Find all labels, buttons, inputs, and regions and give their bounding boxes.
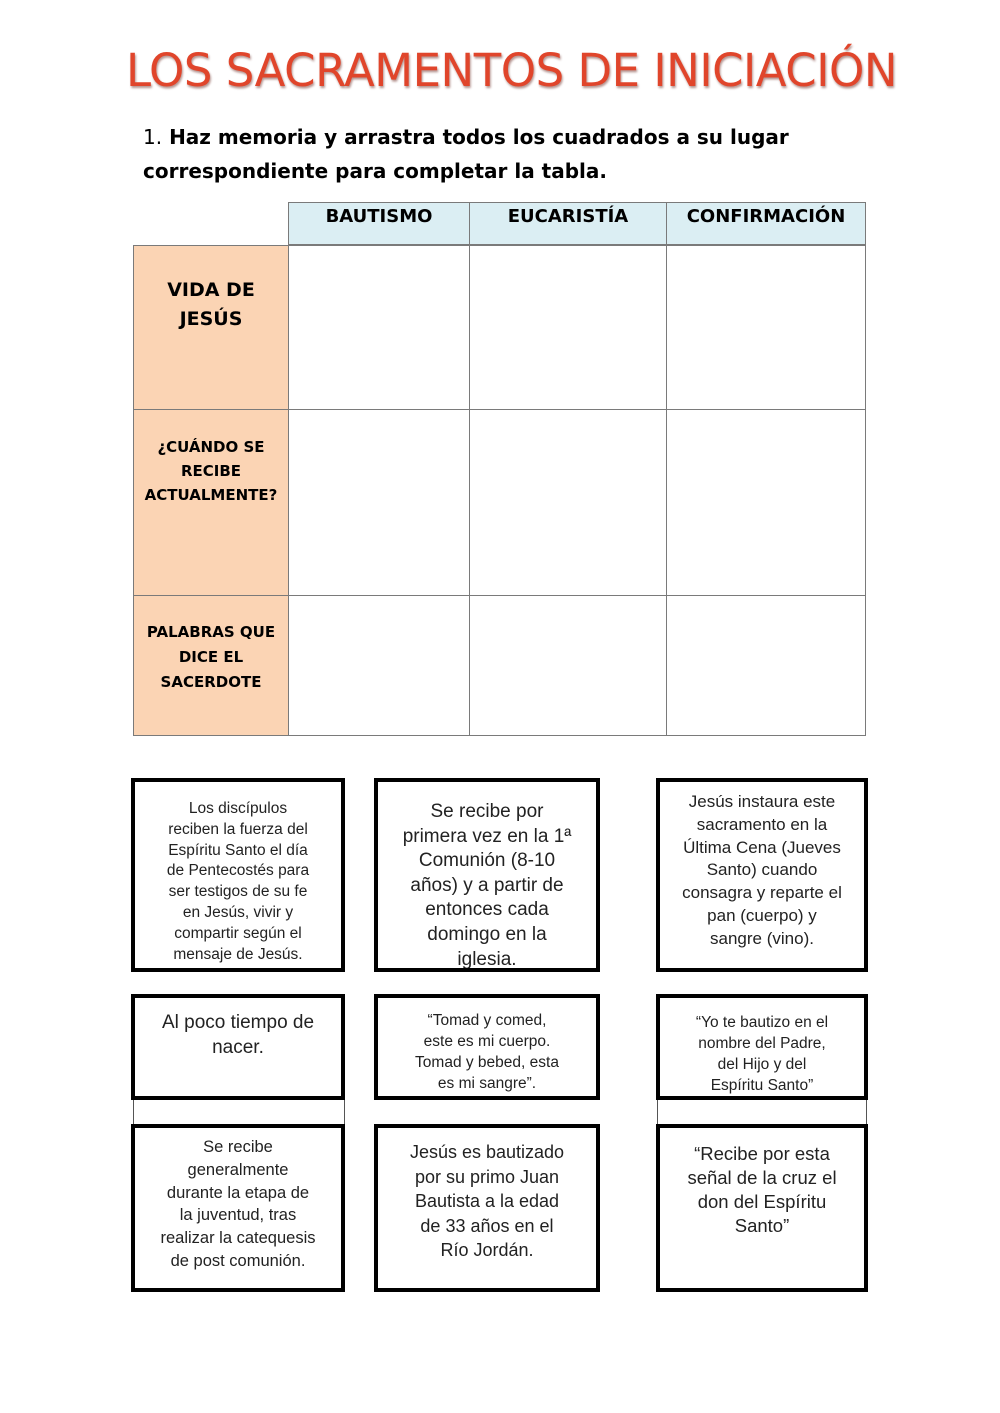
- instruction-line-1: Haz memoria y arrastra todos los cuadrados a su lugar: [169, 125, 789, 149]
- divider-strip: [657, 1098, 867, 1126]
- row-label-cuando-se-recibe: ¿CUÁNDO SE RECIBE ACTUALMENTE?: [133, 409, 289, 596]
- drop-cell-palabras-confirmacion[interactable]: [666, 595, 866, 736]
- drop-cell-palabras-bautismo[interactable]: [288, 595, 470, 736]
- instruction: [143, 120, 863, 188]
- drop-cell-cuando-eucaristia[interactable]: [469, 409, 667, 596]
- drag-card-tomad-y-comed[interactable]: “Tomad y comed, este es mi cuerpo. Tomad y bebed, esta es mi sangre”.: [374, 994, 600, 1100]
- drop-cell-cuando-bautismo[interactable]: [288, 409, 470, 596]
- drop-cell-vida-bautismo[interactable]: [288, 245, 470, 410]
- drop-cell-vida-confirmacion[interactable]: [666, 245, 866, 410]
- drop-cell-cuando-confirmacion[interactable]: [666, 409, 866, 596]
- column-header-bautismo: BAUTISMO: [288, 202, 470, 245]
- column-header-eucaristia: EUCARISTÍA: [469, 202, 667, 245]
- drag-card-ultima-cena[interactable]: Jesús instaura este sacramento en la Última Cena (Jueves Santo) cuando consagra y reparte el pan (cuerpo) y sangre (vino).: [656, 778, 868, 972]
- drag-card-jesus-bautizado[interactable]: Jesús es bautizado por su primo Juan Bautista a la edad de 33 años en el Río Jordán.: [374, 1124, 600, 1292]
- divider-strip: [133, 1098, 345, 1126]
- instruction-number: 1.: [143, 125, 163, 149]
- column-header-confirmacion: CONFIRMACIÓN: [666, 202, 866, 245]
- drag-card-primera-comunion[interactable]: Se recibe por primera vez en la 1ª Comunión (8-10 años) y a partir de entonces cada domingo en la iglesia.: [374, 778, 600, 972]
- drag-card-pentecostes[interactable]: Los discípulos reciben la fuerza del Espíritu Santo el día de Pentecostés para ser testigos de su fe en Jesús, vivir y compartir según el mensaje de Jesús.: [131, 778, 345, 972]
- drop-cell-vida-eucaristia[interactable]: [469, 245, 667, 410]
- page-title: LOS SACRAMENTOS DE INICIACIÓN: [126, 44, 898, 97]
- drag-card-al-poco-tiempo[interactable]: Al poco tiempo de nacer.: [131, 994, 345, 1100]
- drag-card-yo-te-bautizo[interactable]: “Yo te bautizo en el nombre del Padre, del Hijo y del Espíritu Santo”: [656, 994, 868, 1100]
- drop-cell-palabras-eucaristia[interactable]: [469, 595, 667, 736]
- drag-card-recibe-por-esta-senal[interactable]: “Recibe por esta señal de la cruz el don del Espíritu Santo”: [656, 1124, 868, 1292]
- row-label-palabras-sacerdote: PALABRAS QUE DICE EL SACERDOTE: [133, 595, 289, 736]
- drag-card-juventud[interactable]: Se recibe generalmente durante la etapa de la juventud, tras realizar la catequesis de post comunión.: [131, 1124, 345, 1292]
- row-label-vida-de-jesus: VIDA DE JESÚS: [133, 245, 289, 410]
- instruction-line-2: correspondiente para completar la tabla.: [143, 159, 607, 183]
